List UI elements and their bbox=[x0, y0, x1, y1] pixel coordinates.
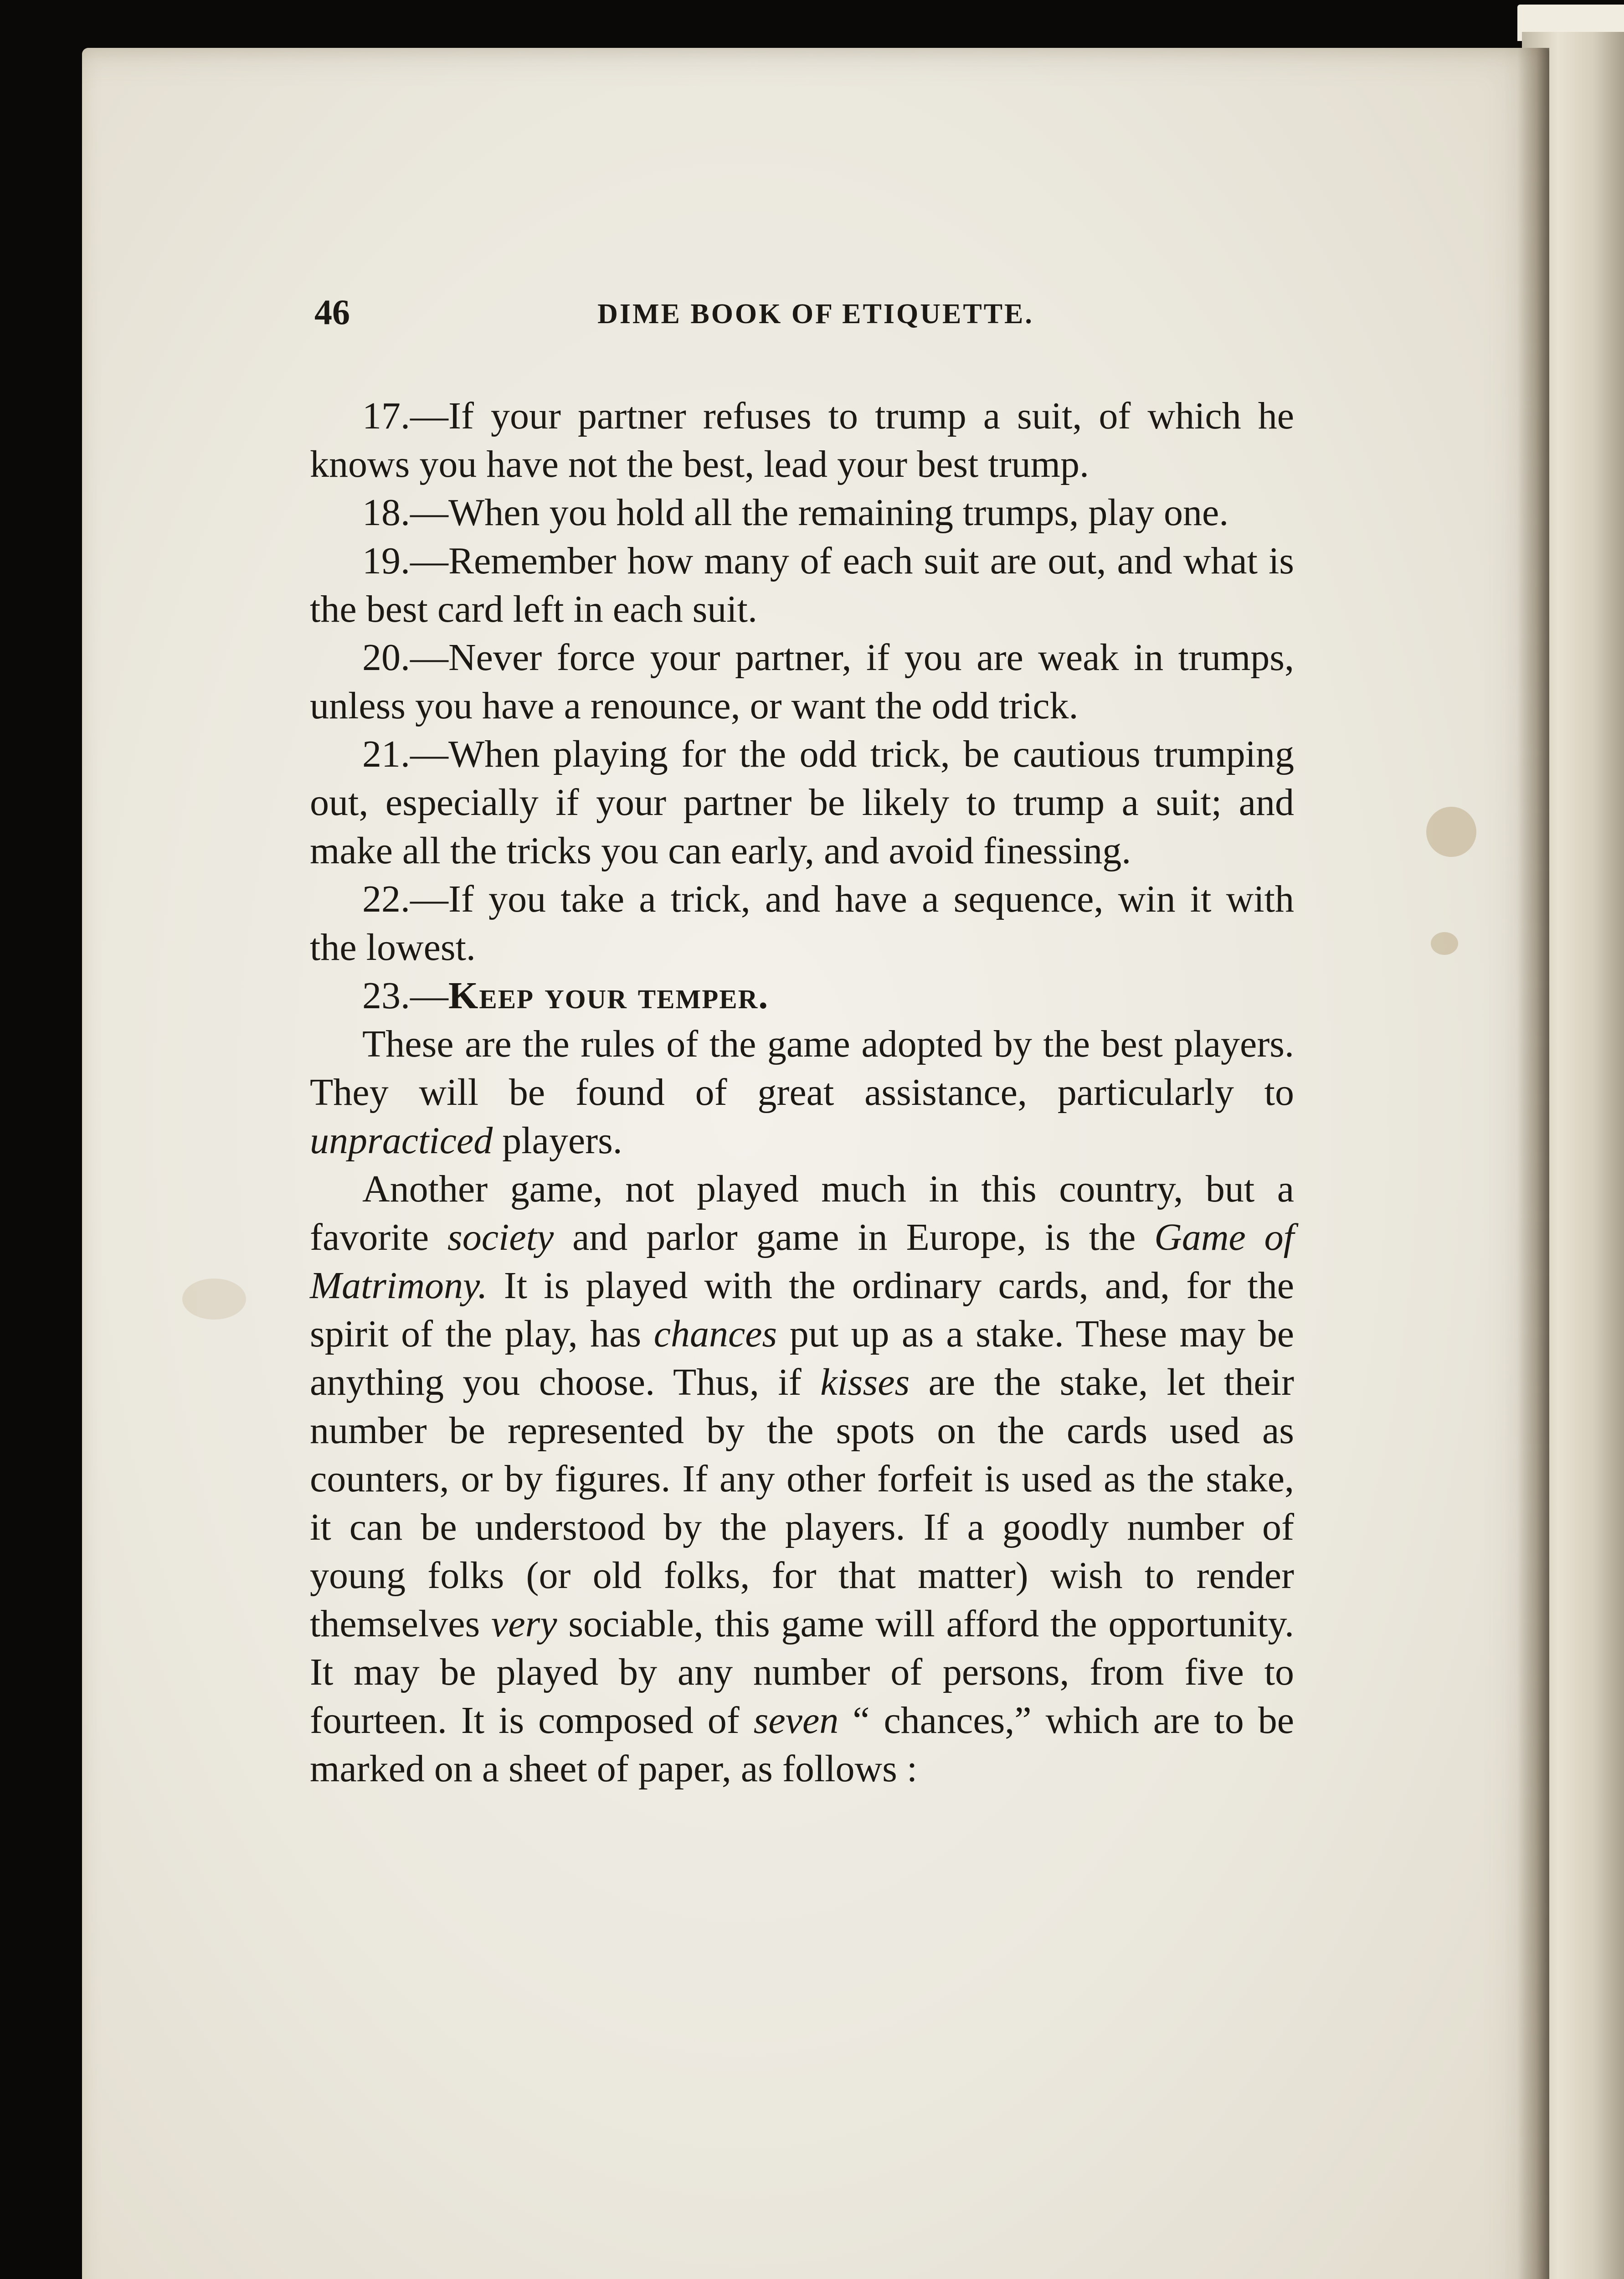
italic-run: Game of Matrimony. bbox=[310, 1216, 1295, 1307]
rule-23-number: 23.— bbox=[362, 975, 448, 1017]
rule-17: 17.—If your partner refuses to trump a suit, of which he knows you have not the best, lead your best trump. bbox=[310, 395, 1294, 485]
text-run: Another game, not played much in this country, but a favorite bbox=[310, 1168, 1294, 1258]
italic-run: society bbox=[447, 1216, 554, 1258]
italic-run: kisses bbox=[820, 1361, 910, 1403]
paragraph-rules-summary bbox=[310, 1020, 1294, 1165]
text-run: and parlor game in Europe, is the bbox=[554, 1216, 1155, 1258]
text-run: These are the rules of the game adopted by the best players. They will be found of great assistance, particularly to bbox=[310, 1023, 1294, 1114]
text-run: are the stake, let their number be represented by the spots on the cards used as counters, or by figures. If any other forfeit is used as the stake, it can be understood by the players. If a goodly number of young folks (or old folks, for that matter) wish to render themselves bbox=[310, 1361, 1294, 1645]
italic-run: chances bbox=[653, 1313, 777, 1355]
italic-run: unpracticed bbox=[310, 1119, 493, 1162]
text-run: “ chances,” which are to be marked on a sheet of paper, as follows : bbox=[310, 1699, 1294, 1790]
rule-23 bbox=[310, 972, 1294, 1020]
rule-19: 19.—Remember how many of each suit are out, and what is the best card left in each suit. bbox=[310, 540, 1294, 630]
paragraph-game-of-matrimony bbox=[310, 1165, 1294, 1793]
italic-run: very bbox=[491, 1603, 557, 1645]
italic-run: seven bbox=[753, 1699, 839, 1742]
rule-22: 22.—If you take a trick, and have a sequence, win it with the lowest. bbox=[310, 878, 1294, 969]
paper-stain bbox=[1426, 807, 1476, 857]
running-title: DIME BOOK OF ETIQUETTE. bbox=[597, 299, 1034, 330]
text-run: put up as a stake. These may be anything you choose. Thus, if bbox=[310, 1313, 1294, 1403]
rule-23-emphasis: Keep your temper. bbox=[448, 975, 769, 1017]
rule-20: 20.—Never force your partner, if you are weak in trumps, unless you have a renounce, or want the odd trick. bbox=[310, 636, 1294, 727]
page-number: 46 bbox=[314, 292, 350, 332]
paper-stain bbox=[1431, 932, 1458, 955]
rule-18: 18.—When you hold all the remaining trumps, play one. bbox=[362, 491, 1229, 534]
page-header bbox=[314, 292, 1317, 346]
page-gutter-shadow bbox=[1517, 48, 1549, 2279]
rule-21: 21.—When playing for the odd trick, be cautious trumping out, especially if your partner be likely to trump a suit; and make all the tricks you can early, and avoid finessing. bbox=[310, 733, 1294, 872]
paper-stain bbox=[182, 1279, 246, 1320]
text-run: players. bbox=[493, 1119, 622, 1162]
text-run: It is played with the ordinary cards, and, for the spirit of the play, has bbox=[310, 1264, 1294, 1355]
page-body bbox=[310, 392, 1294, 1793]
text-run: sociable, this game will afford the opportunity. It may be played by any number of persons, from five to fourteen. It is composed of bbox=[310, 1603, 1295, 1742]
